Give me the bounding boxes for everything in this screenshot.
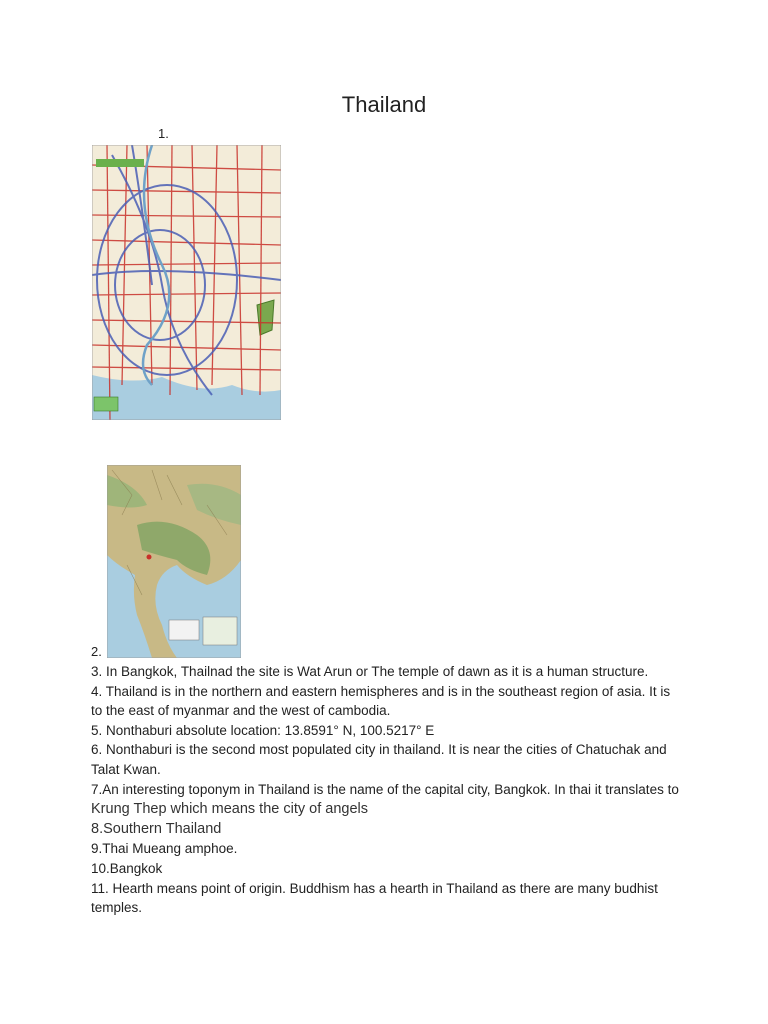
paragraph-9: 9.Thai Mueang amphoe. [91,841,238,857]
paragraph-6: 6. Nonthaburi is the second most populated city in thailand. It is near the cities of Chatuchak and Talat Kwan. [91,742,667,777]
item-1-label: 1. [158,126,169,141]
thailand-relief-map-image [107,465,241,658]
document-body [91,662,681,918]
item-2-label: 2. [91,644,102,659]
paragraph-7 [91,780,681,820]
paragraph-8: 8.Southern Thailand [91,820,222,837]
paragraph-7-translation: Krung Thep which means the city of angels [91,801,369,818]
page-title: Thailand [341,92,427,117]
paragraph-11: 11. Hearth means point of origin. Buddhism has a hearth in Thailand as there are many budhist temples. [91,880,658,916]
paragraph-5: 5. Nonthaburi absolute location: 13.8591° N, 100.5217° E [91,722,435,738]
paragraph-3: 3. In Bangkok, Thailnad the site is Wat Arun or The temple of dawn as it is a human structure. [91,664,649,679]
paragraph-10: 10.Bangkok [91,860,163,876]
bangkok-road-map-image [92,145,281,420]
paragraph-7-text: 7.An interesting toponym in Thailand is the name of the capital city, Bangkok. In thai it translates to [91,781,679,797]
paragraph-4: 4. Thailand is in the northern and eastern hemispheres and is in the southeast region of asia. It is to the east of myanmar and the west of cambodia. [91,683,671,719]
